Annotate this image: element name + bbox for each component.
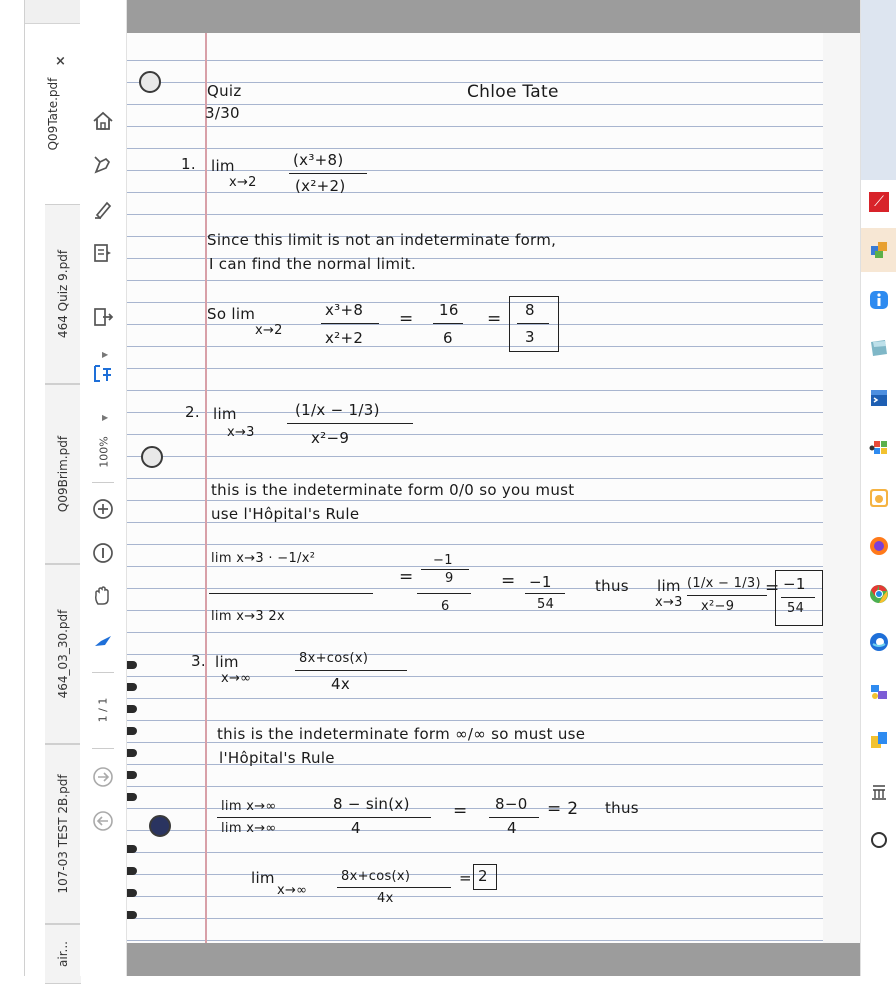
fraction-denominator: x²−9 [701,599,735,614]
fraction-numerator: −1 [529,573,552,591]
fraction-numerator: 8x+cos(x) [341,869,411,884]
files-app-icon[interactable] [869,730,889,750]
fraction-bar [209,593,373,594]
lhopital-denominator-lim: lim x→∞ [221,821,277,836]
limit-symbol: lim [211,157,235,175]
bookmark-app-icon[interactable] [869,338,889,358]
tools-toolbar [80,0,127,976]
fraction-bar [525,593,565,594]
toolbar-divider [92,672,114,673]
fraction-numerator: (x³+8) [293,151,344,169]
fraction-denominator: (x²+2) [295,177,346,195]
fraction-numerator: −1 [433,553,453,568]
punch-hole [141,446,163,468]
canvas-background [127,0,860,33]
fraction-bar [321,323,379,324]
answer-numerator: −1 [783,575,806,593]
tab-label: Q09Tate.pdf [46,77,60,151]
punch-hole [139,71,161,93]
zoom-in-icon[interactable] [90,496,116,522]
info-icon[interactable] [90,540,116,566]
limit-symbol: lim [213,405,237,423]
explanation-line: this is the indeterminate form 0/0 so you must [211,481,575,499]
zoom-level[interactable]: 100% [97,436,111,468]
fraction-bar [337,887,451,888]
fraction-bar [417,593,471,594]
explanation-line: I can find the normal limit. [209,255,417,273]
spiral-binding [127,749,137,757]
next-page-icon[interactable] [90,764,116,790]
quiz-title: Quiz [207,82,242,100]
margin-line [205,33,207,943]
thus-label: thus [595,577,629,595]
tab-107-03-test-2b[interactable] [45,744,81,924]
lhopital-denominator: lim x→3 2x [211,609,285,624]
fraction-numerator: (1/x − 1/3) [295,401,380,419]
fraction-denominator: 4 [351,819,361,837]
explanation-line: Since this limit is not an indeterminate form, [207,231,557,249]
fraction-denominator: 54 [537,597,555,612]
toolbar-divider [92,748,114,749]
office-app-icon[interactable] [869,782,889,802]
info-app-icon[interactable] [869,290,889,310]
problem-number: 2. [185,403,200,421]
prev-page-icon[interactable] [90,808,116,834]
spiral-binding [127,793,137,801]
right-bar-header [861,0,896,180]
limit-subscript: x→3 [227,425,255,440]
thus-label: thus [605,799,639,817]
edge-icon[interactable] [869,632,889,652]
page-indicator[interactable]: 1 / 1 [96,697,110,723]
equals-sign: = [399,567,414,587]
spiral-binding [127,683,137,691]
limit-symbol: lim [251,869,275,887]
fraction-bar [289,173,367,174]
tab-464-03-30[interactable] [45,564,81,744]
tab-q09brim[interactable] [45,384,81,564]
limit-subscript: x→∞ [221,671,252,686]
tab-strip-header [25,0,81,24]
text-select-icon[interactable] [90,360,116,386]
fraction-bar [287,423,413,424]
equals-sign: = [487,309,502,329]
punch-hole [149,815,171,837]
export-icon[interactable] [90,304,116,330]
spiral-binding [127,845,137,853]
fraction-numerator: x³+8 [325,301,364,319]
tab-air[interactable] [45,924,81,984]
fraction-middle: 9 [445,571,454,586]
fraction-numerator: (1/x − 1/3) [687,576,761,591]
limit-symbol: So lim [207,305,256,323]
equals-sign: = [501,571,516,591]
chrome-icon[interactable] [869,584,889,604]
fraction-denominator: 6 [441,599,450,614]
tab-label: 464 Quiz 9.pdf [56,249,70,339]
fraction-denominator: 4 [507,819,517,837]
fraction-bar [781,597,815,598]
quiz-date: 3/30 [205,104,240,122]
paper-edge [823,33,860,943]
fraction-numerator: 8−0 [495,795,528,813]
spiral-binding [127,705,137,713]
limit-subscript: x→2 [255,323,283,338]
cloud-app-icon[interactable] [869,488,889,508]
equals-sign: = [765,578,780,598]
lhopital-numerator: lim x→3 · −1/x² [211,551,316,566]
fraction-denominator: x²−9 [311,429,350,447]
form-icon[interactable] [90,240,116,266]
zoom-caret-icon[interactable]: ▶ [102,413,109,422]
tab-label: Q09Brim.pdf [56,435,70,513]
equals-sign: = [459,869,472,887]
explanation-line: l'Hôpital's Rule [219,749,335,767]
check-icon[interactable] [90,628,116,654]
fraction-denominator: x²+2 [325,329,364,347]
pen-icon[interactable] [90,152,116,178]
spiral-binding [127,727,137,735]
tab-label: 107-03 TEST 2B.pdf [56,774,70,894]
answer-numerator: 8 [525,301,535,319]
spiral-binding [127,889,137,897]
fraction-bar [295,670,407,671]
tab-q09tate[interactable] [25,24,81,204]
app-switch-icon[interactable] [869,682,889,702]
spiral-binding [127,911,137,919]
fraction-numerator: 8 − sin(x) [333,795,410,813]
tab-label: 464_03_30.pdf [56,609,70,699]
student-name: Chloe Tate [467,82,559,102]
fraction-bar [489,817,539,818]
hand-icon[interactable] [90,583,116,609]
problem-number: 1. [181,155,196,173]
answer-denominator: 3 [525,328,535,346]
answer-denominator: 54 [787,601,805,616]
fraction-denominator: 6 [443,329,453,347]
terminal-app-icon[interactable] [869,388,889,408]
fraction-bar [687,595,767,596]
fraction-bar [433,323,463,324]
right-app-bar [860,0,896,976]
left-window-edge [0,0,24,976]
network-app-icon[interactable] [869,240,889,260]
final-answer: 2 [478,867,488,885]
limit-subscript: x→2 [229,175,257,190]
fraction-denominator: 4x [331,675,351,693]
limit-subscript: x→∞ [277,883,308,898]
limit-symbol: lim [215,653,239,671]
fraction-denominator: 4x [377,891,394,906]
tab-label: air... [56,941,70,967]
spiral-binding [127,661,137,669]
fraction-bar [217,817,431,818]
home-icon[interactable] [90,108,116,134]
result-value: = 2 [547,799,579,819]
pdf-page[interactable] [127,33,860,943]
firefox-icon[interactable] [869,536,889,556]
acrobat-icon[interactable]: ⟋ [869,192,889,212]
canvas-background [127,943,860,976]
problem-number: 3. [191,652,206,670]
fraction-bar [517,323,549,324]
limit-subscript: x→3 [655,595,683,610]
grid-app-icon[interactable] [869,438,889,458]
equals-sign: = [399,309,414,329]
limit-symbol: lim [657,577,681,595]
explanation-line: use l'Hôpital's Rule [211,505,360,523]
fraction-numerator: 8x+cos(x) [299,651,369,666]
explanation-line: this is the indeterminate form ∞/∞ so must use [217,725,586,743]
fraction-numerator: 16 [439,301,459,319]
equals-sign: = [453,801,468,821]
toolbar-divider [92,482,114,483]
fraction-bar [421,569,469,570]
caret-icon: ▶ [102,350,109,359]
lhopital-numerator-lim: lim x→∞ [221,799,277,814]
close-tab-icon[interactable]: × [55,54,66,69]
spiral-binding [127,867,137,875]
spiral-binding [127,771,137,779]
document-tab-strip [24,0,80,976]
circle-app-icon[interactable] [869,830,889,850]
tab-464-quiz-9[interactable] [45,204,81,384]
highlighter-icon[interactable] [90,196,116,222]
